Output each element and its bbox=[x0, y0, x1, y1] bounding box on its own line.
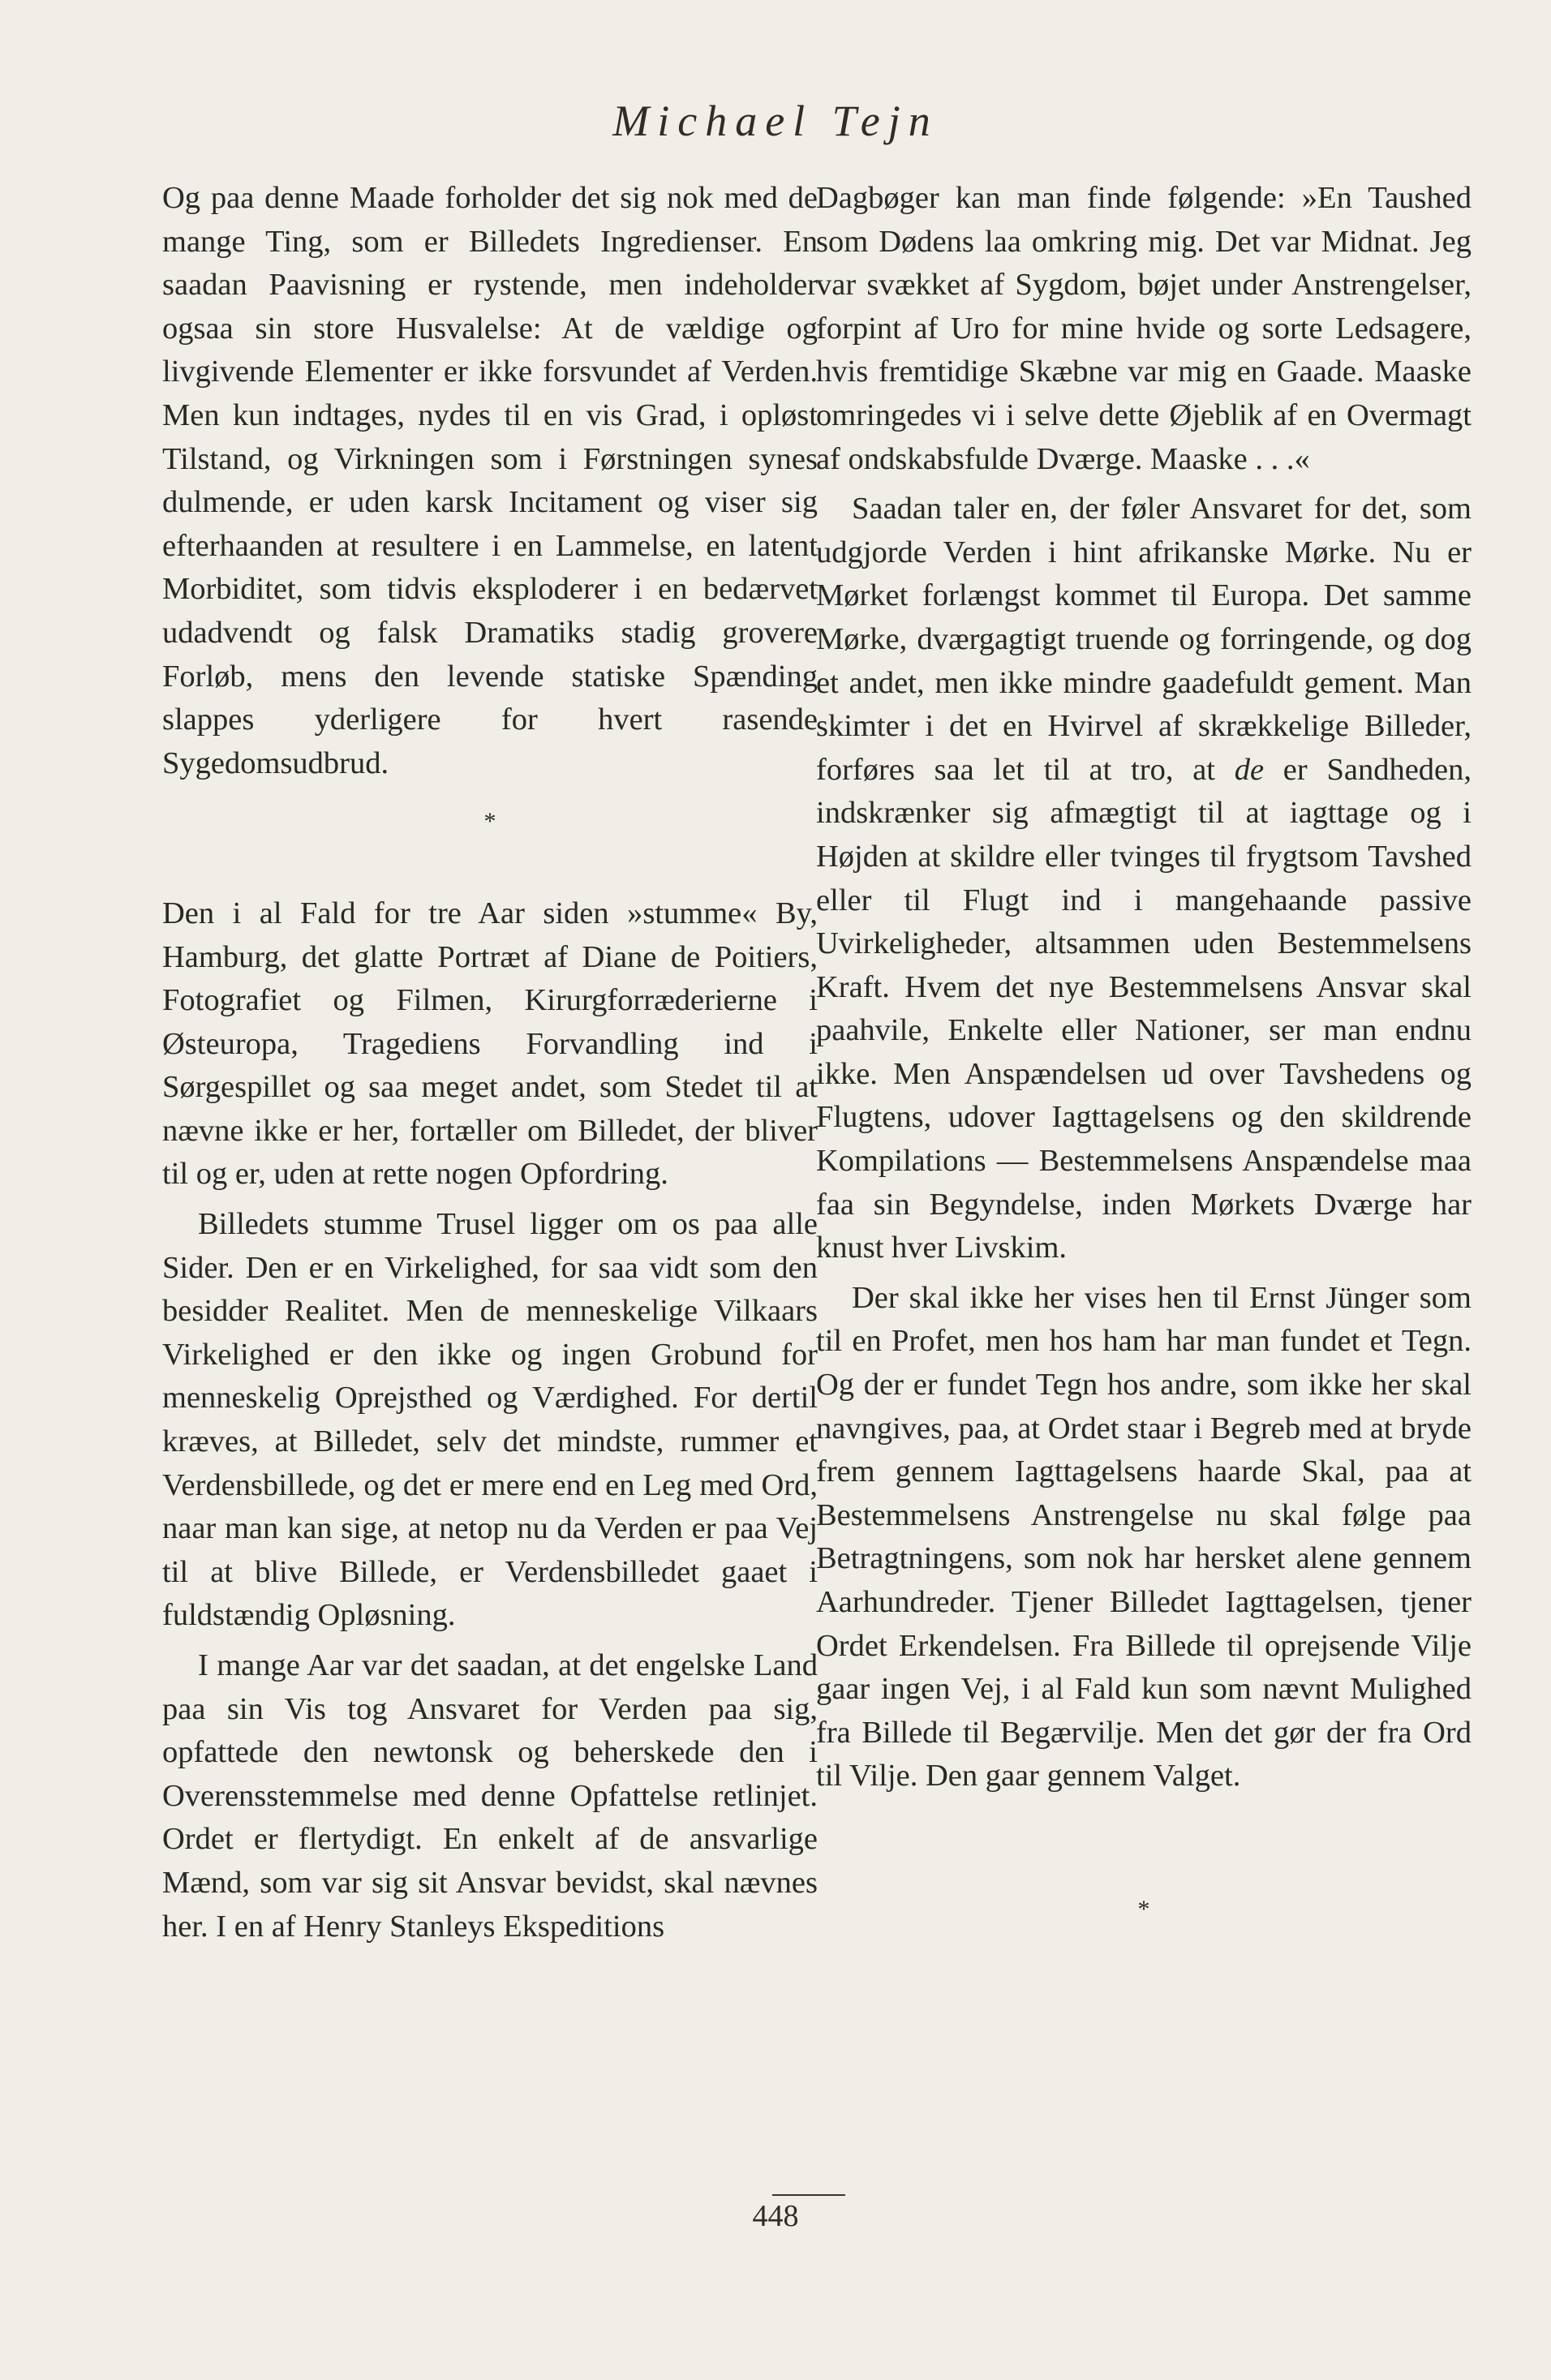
emphasis-word: de bbox=[1234, 752, 1265, 787]
paragraph: Der skal ikke her vises hen til Ernst Jünger som til en Profet, men hos ham har man fundet et Tegn. Og der er fundet Tegn hos andre, som ikke her skal navngives, paa, at Ordet staar i Begreb med at bryde frem gennem Iagttagelsens haarde Skal, paa at Bestemmelsens Anstrengelse nu skal følge paa Betragtningens, som nok har hersket alene gennem Aarhundreder. Tjener Billedet Iagttagelsen, tjener Ordet Erkendelsen. Fra Billede til oprejsende Vilje gaar ingen Vej, i al Fald kun som nævnt Mulighed fra Billede til Begærvilje. Men det gør der fra Ord til Vilje. Den gaar gennem Valget. bbox=[816, 1280, 1472, 1794]
paragraph-text: er Sandheden, indskrænker sig afmægtigt til at iagttage og i Højden at skildre eller tvinges til frygtsom Tavshed eller til Flugt ind i mangehaande passive Uvirkeligheder, altsammen uden Bestemmelsens Kraft. Hvem det nye Bestemmelsens Ansvar skal paahvile, Enkelte eller Nationer, ser man endnu ikke. Men Anspændelsen ud over Tavshedens og Flugtens, udover Iagttagelsens og den skildrende Kompilations — Bestemmelsens Anspændelse maa faa sin Begyndelse, inden Mørkets Dværge har knust hver Livskim. bbox=[816, 752, 1472, 1265]
paragraph: I mange Aar var det saadan, at det engelske Land paa sin Vis tog Ansvaret for Verden paa sig, opfattede den newtonsk og beherskede den i Overensstemmelse med denne Opfattelse retlinjet. Ordet er flertydigt. En enkelt af de ansvarlige Mænd, som var sig sit Ansvar bevidst, skal nævnes her. I en af Henry Stanleys Ekspeditions bbox=[162, 1648, 818, 1944]
section-divider: * bbox=[1137, 1895, 1150, 1922]
paragraph: Dagbøger kan man finde følgende: »En Taushed som Dødens laa omkring mig. Det var Midnat. Jeg var svækket af Sygdom, bøjet under Anstrengelser, forpint af Uro for mine hvide og sorte Ledsagere, hvis fremtidige Skæbne var mig en Gaade. Maaske omringedes vi i selve dette Øjeblik af en Overmagt af ondskabsfulde Dværge. Maaske . . .« bbox=[816, 181, 1472, 476]
paragraph-text: Saadan taler en, der føler Ansvaret for det, som udgjorde Verden i hint afrikanske Mørke. Nu er Mørket forlængst kommet til Europa. Det samme Mørke, dværgagtigt truende og forringende, og dog et andet, men ikke mindre gaadefuldt gement. Man skimter i det en Hvirvel af skrækkelige Billeder, forføres saa let til at tro, at bbox=[816, 492, 1472, 787]
paragraph: Billedets stumme Trusel ligger om os paa alle Sider. Den er en Virkelighed, for saa vidt som den besidder Realitet. Men de menneskelige Vilkaars Virkelighed er den ikke og ingen Grobund for menneskelig Oprejsthed og Værdighed. For dertil kræves, at Billedet, selv det mindste, rummer et Verdensbillede, og det er mere end en Leg med Ord, naar man kan sige, at netop nu da Verden er paa Vej til at blive Billede, er Verdensbilledet gaaet i fuldstændig Opløsning. bbox=[162, 1207, 818, 1633]
left-column bbox=[162, 177, 818, 1948]
paragraph bbox=[816, 488, 1472, 1270]
section-divider: * bbox=[483, 808, 496, 836]
running-head: Michael Tejn bbox=[612, 97, 939, 145]
right-column bbox=[816, 177, 1472, 1931]
page-number: 448 bbox=[752, 2199, 799, 2233]
folio-rule bbox=[772, 2194, 845, 2196]
paragraph: Og paa denne Maade forholder det sig nok med de mange Ting, som er Billedets Ingredienser. En saadan Paavisning er rystende, men indeholder ogsaa sin store Husvalelse: At de vældige og livgivende Elementer er ikke forsvundet af Verden. Men kun indtages, nydes til en vis Grad, i opløst Tilstand, og Virkningen som i Førstningen synes dulmende, er uden karsk Incitament og viser sig efterhaanden at resultere i en Lammelse, en latent Morbiditet, som tidvis eksploderer i en bedærvet udadvendt og falsk Dramatiks stadig grovere Forløb, mens den levende statiske Spænding slappes yderligere for hvert rasende Sygedomsudbrud. bbox=[162, 181, 818, 780]
paragraph: Den i al Fald for tre Aar siden »stumme« By, Hamburg, det glatte Portræt af Diane de Poitiers, Fotografiet og Filmen, Kirurgforræderierne i Østeuropa, Tragediens Forvandling ind i Sørgespillet og saa meget andet, som Stedet til at nævne ikke er her, fortæller om Billedet, der bliver til og er, uden at rette nogen Opfordring. bbox=[162, 896, 818, 1192]
